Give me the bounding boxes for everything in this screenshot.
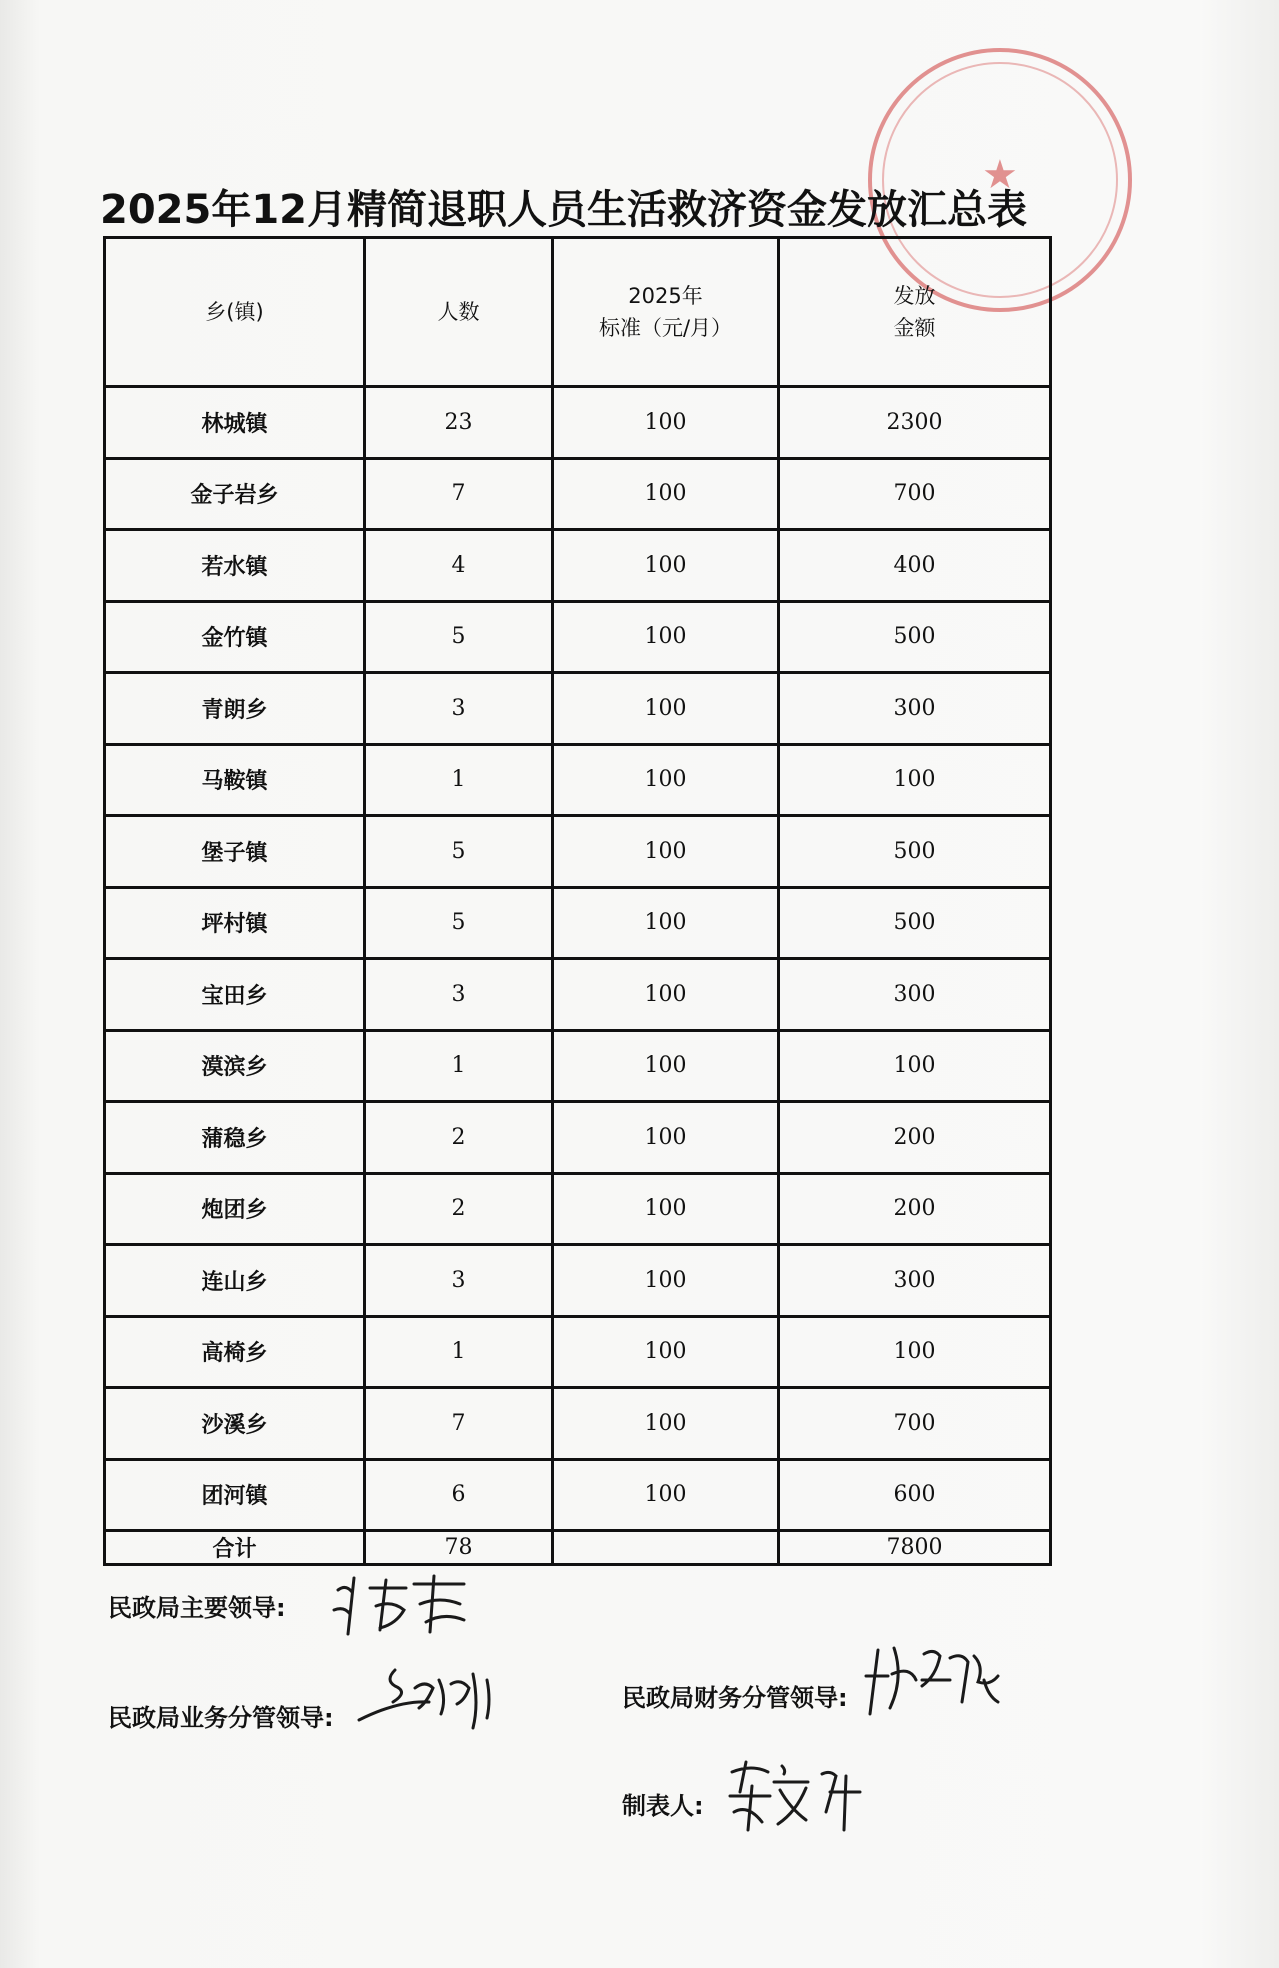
header-standard-line2: 标准（元/月） — [598, 316, 733, 340]
table-row — [105, 1245, 1051, 1317]
cell-town: 青朗乡 — [105, 673, 365, 745]
cell-standard: 100 — [553, 1030, 779, 1102]
table-row — [105, 1459, 1051, 1531]
business-leader-signature — [355, 1660, 505, 1740]
cell-people: 7 — [365, 458, 553, 530]
table-row — [105, 959, 1051, 1031]
cell-amount: 500 — [779, 601, 1051, 673]
cell-town: 漠滨乡 — [105, 1030, 365, 1102]
cell-standard: 100 — [553, 744, 779, 816]
cell-amount: 300 — [779, 1245, 1051, 1317]
cell-amount: 300 — [779, 959, 1051, 1031]
table-row — [105, 887, 1051, 959]
cell-standard: 100 — [553, 959, 779, 1031]
cell-standard: 100 — [553, 816, 779, 888]
cell-people: 23 — [365, 387, 553, 459]
cell-amount: 200 — [779, 1173, 1051, 1245]
table-row — [105, 530, 1051, 602]
total-label: 合计 — [105, 1531, 365, 1565]
main-leader-label: 民政局主要领导: — [108, 1594, 286, 1622]
cell-standard: 100 — [553, 887, 779, 959]
preparer-label: 制表人: — [622, 1792, 704, 1820]
header-people: 人数 — [365, 238, 553, 387]
table-row — [105, 1316, 1051, 1388]
cell-amount: 300 — [779, 673, 1051, 745]
table-row — [105, 1102, 1051, 1174]
cell-town: 金子岩乡 — [105, 458, 365, 530]
cell-standard: 100 — [553, 530, 779, 602]
cell-people: 5 — [365, 601, 553, 673]
header-amount-line2: 金额 — [893, 316, 936, 340]
cell-town: 炮团乡 — [105, 1173, 365, 1245]
cell-people: 3 — [365, 1245, 553, 1317]
cell-amount: 400 — [779, 530, 1051, 602]
cell-standard: 100 — [553, 1173, 779, 1245]
preparer-signature — [726, 1756, 876, 1836]
cell-people: 7 — [365, 1388, 553, 1460]
total-amount: 7800 — [779, 1531, 1051, 1565]
business-leader-label: 民政局业务分管领导: — [108, 1704, 334, 1732]
cell-people: 3 — [365, 959, 553, 1031]
cell-town: 团河镇 — [105, 1459, 365, 1531]
cell-amount: 200 — [779, 1102, 1051, 1174]
table-row — [105, 387, 1051, 459]
total-standard — [553, 1531, 779, 1565]
cell-people: 2 — [365, 1102, 553, 1174]
cell-amount: 600 — [779, 1459, 1051, 1531]
finance-leader-signature — [864, 1640, 1014, 1720]
cell-amount: 500 — [779, 816, 1051, 888]
table-row — [105, 1388, 1051, 1460]
document-title: 2025年12月精简退职人员生活救济资金发放汇总表 — [100, 187, 1027, 233]
cell-people: 1 — [365, 1316, 553, 1388]
cell-standard: 100 — [553, 601, 779, 673]
cell-standard: 100 — [553, 1388, 779, 1460]
cell-amount: 100 — [779, 744, 1051, 816]
header-town: 乡(镇) — [105, 238, 365, 387]
table-row — [105, 601, 1051, 673]
cell-town: 蒲稳乡 — [105, 1102, 365, 1174]
table-row — [105, 673, 1051, 745]
table-header-row — [105, 238, 1051, 387]
cell-amount: 700 — [779, 458, 1051, 530]
cell-standard: 100 — [553, 1245, 779, 1317]
cell-town: 堡子镇 — [105, 816, 365, 888]
table-row — [105, 1030, 1051, 1102]
cell-town: 高椅乡 — [105, 1316, 365, 1388]
cell-town: 金竹镇 — [105, 601, 365, 673]
cell-people: 2 — [365, 1173, 553, 1245]
header-amount — [779, 238, 1051, 387]
cell-amount: 2300 — [779, 387, 1051, 459]
header-standard-line1: 2025年 — [628, 284, 703, 308]
main-leader-signature — [330, 1570, 480, 1640]
cell-standard: 100 — [553, 1459, 779, 1531]
cell-people: 4 — [365, 530, 553, 602]
cell-town: 马鞍镇 — [105, 744, 365, 816]
cell-people: 1 — [365, 1030, 553, 1102]
total-row — [105, 1531, 1051, 1565]
cell-town: 若水镇 — [105, 530, 365, 602]
cell-town: 沙溪乡 — [105, 1388, 365, 1460]
cell-town: 连山乡 — [105, 1245, 365, 1317]
table-row — [105, 744, 1051, 816]
cell-people: 5 — [365, 816, 553, 888]
cell-town: 坪村镇 — [105, 887, 365, 959]
cell-standard: 100 — [553, 387, 779, 459]
cell-people: 6 — [365, 1459, 553, 1531]
cell-people: 5 — [365, 887, 553, 959]
seal-star-icon: ★ — [982, 152, 1018, 198]
table-row — [105, 1173, 1051, 1245]
summary-table — [103, 236, 1052, 1566]
table-row — [105, 458, 1051, 530]
header-amount-line1: 发放 — [893, 284, 936, 308]
cell-town: 宝田乡 — [105, 959, 365, 1031]
finance-leader-label: 民政局财务分管领导: — [622, 1684, 848, 1712]
cell-standard: 100 — [553, 458, 779, 530]
cell-people: 3 — [365, 673, 553, 745]
cell-town: 林城镇 — [105, 387, 365, 459]
table-row — [105, 816, 1051, 888]
cell-amount: 700 — [779, 1388, 1051, 1460]
total-people: 78 — [365, 1531, 553, 1565]
cell-amount: 100 — [779, 1030, 1051, 1102]
cell-people: 1 — [365, 744, 553, 816]
cell-standard: 100 — [553, 1102, 779, 1174]
header-standard — [553, 238, 779, 387]
cell-amount: 100 — [779, 1316, 1051, 1388]
cell-standard: 100 — [553, 1316, 779, 1388]
cell-amount: 500 — [779, 887, 1051, 959]
cell-standard: 100 — [553, 673, 779, 745]
